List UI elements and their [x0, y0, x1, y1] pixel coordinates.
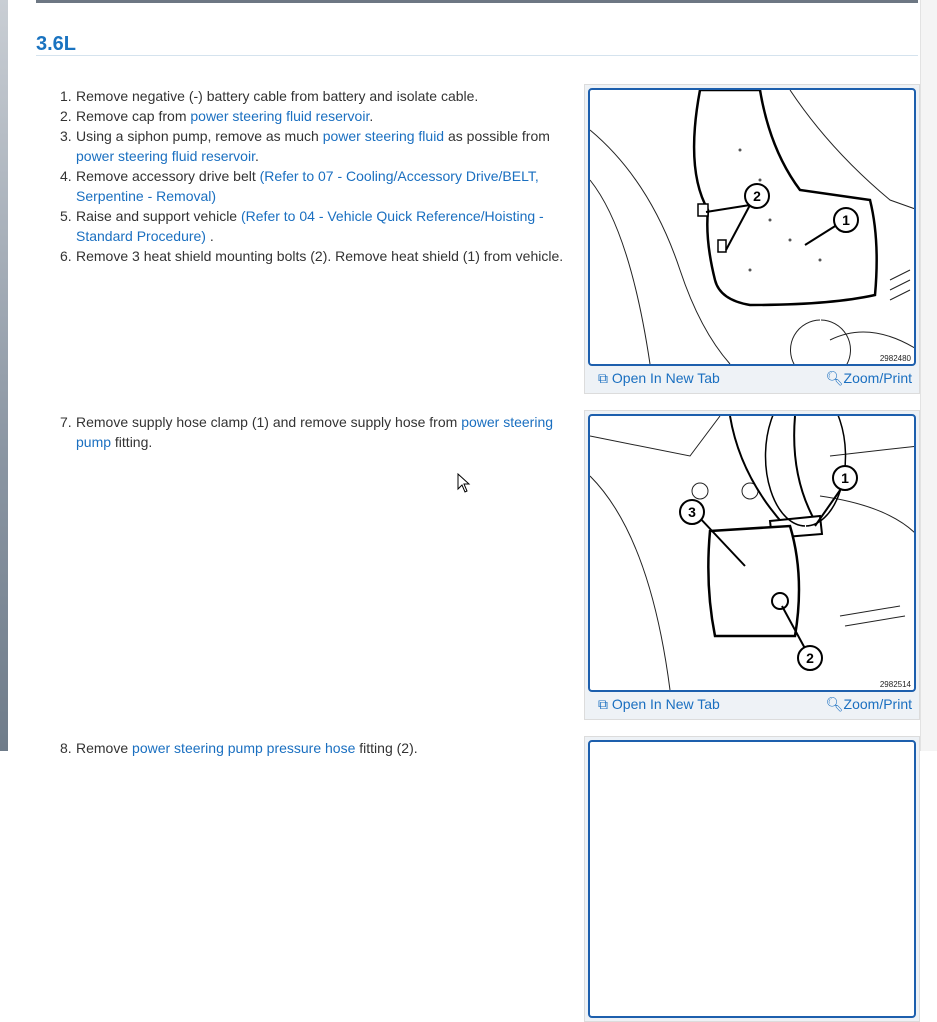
step-number: 3.	[60, 128, 72, 144]
figure-code: 2982480	[879, 354, 911, 363]
step-number: 8.	[60, 740, 72, 756]
scrollbar[interactable]	[920, 0, 937, 751]
step-text: Remove	[76, 740, 133, 756]
callout-label: 2	[806, 650, 814, 666]
reference-link[interactable]: power steering fluid reservoir	[190, 108, 370, 124]
step-number: 4.	[60, 168, 72, 184]
section-title: 3.6L	[36, 33, 77, 55]
step-text: Remove 3 heat shield mounting bolts (2). Remove heat shield (1) from vehicle.	[76, 248, 564, 264]
step-text: Using a siphon pump, remove as much	[76, 128, 323, 144]
callout-label: 1	[842, 212, 850, 228]
step-text: Remove negative (-) battery cable from battery and isolate cable.	[76, 88, 479, 104]
step-text: .	[254, 148, 259, 164]
step-text: Remove supply hose clamp (1) and remove supply hose from	[76, 414, 462, 430]
callout-label: 2	[753, 188, 761, 204]
step-item	[60, 166, 576, 206]
step-number: 6.	[60, 248, 72, 264]
top-divider	[36, 0, 918, 3]
steps-list-b	[60, 412, 576, 452]
open-in-new-tab-link[interactable]: ⧉ Open In New Tab	[598, 695, 720, 712]
step-text: .	[205, 228, 214, 244]
steps-list-a	[60, 86, 576, 266]
figure-code: 2982514	[879, 680, 911, 689]
zoom-print-link[interactable]: 🔍︎Zoom/Print	[825, 369, 912, 386]
step-text: as possible from	[444, 128, 550, 144]
step-item	[60, 106, 576, 126]
reference-link[interactable]: power steering pump pressure hose	[132, 740, 356, 756]
steps-list-c	[60, 738, 576, 758]
step-item	[60, 246, 576, 266]
title-rule	[36, 55, 918, 56]
new-tab-icon: ⧉	[598, 369, 612, 386]
illustration-pressure-hose[interactable]	[588, 740, 916, 1018]
step-text: Raise and support vehicle	[76, 208, 241, 224]
figure-heat-shield	[584, 84, 920, 394]
step-item	[60, 86, 576, 106]
zoom-icon: 🔍︎	[825, 369, 844, 386]
step-text: .	[369, 108, 374, 124]
step-item	[60, 738, 576, 758]
reference-link[interactable]: power steering pump	[76, 414, 554, 450]
illustration-supply-hose[interactable]	[588, 414, 916, 692]
supply-hose-drawing	[590, 416, 916, 690]
open-in-new-tab-link[interactable]: ⧉ Open In New Tab	[598, 369, 720, 386]
figure-supply-hose	[584, 410, 920, 720]
step-number: 2.	[60, 108, 72, 124]
step-number: 1.	[60, 88, 72, 104]
step-text: fitting.	[111, 434, 153, 450]
new-tab-icon: ⧉	[598, 695, 612, 712]
heat-shield-drawing	[590, 90, 916, 364]
mouse-cursor-icon	[457, 473, 471, 493]
reference-link[interactable]: power steering fluid reservoir	[76, 148, 255, 164]
step-item	[60, 412, 576, 452]
reference-link[interactable]: power steering fluid	[322, 128, 445, 144]
step-number: 5.	[60, 208, 72, 224]
reference-link[interactable]: (Refer to 07 - Cooling/Accessory Drive/BELT, Serpentine - Removal)	[76, 168, 539, 204]
step-text: Remove accessory drive belt	[76, 168, 260, 184]
left-panel-edge	[0, 0, 8, 751]
callout-label: 3	[688, 504, 696, 520]
step-text: Remove cap from	[76, 108, 191, 124]
zoom-print-link[interactable]: 🔍︎Zoom/Print	[825, 695, 912, 712]
step-item	[60, 206, 576, 246]
step-item	[60, 126, 576, 166]
step-number: 7.	[60, 414, 72, 430]
step-text: fitting (2).	[355, 740, 418, 756]
figure-pressure-hose	[584, 736, 920, 1022]
callout-label: 1	[841, 470, 849, 486]
zoom-icon: 🔍︎	[825, 695, 844, 712]
illustration-heat-shield[interactable]	[588, 88, 916, 366]
reference-link[interactable]: (Refer to 04 - Vehicle Quick Reference/Hoisting - Standard Procedure)	[76, 208, 544, 244]
